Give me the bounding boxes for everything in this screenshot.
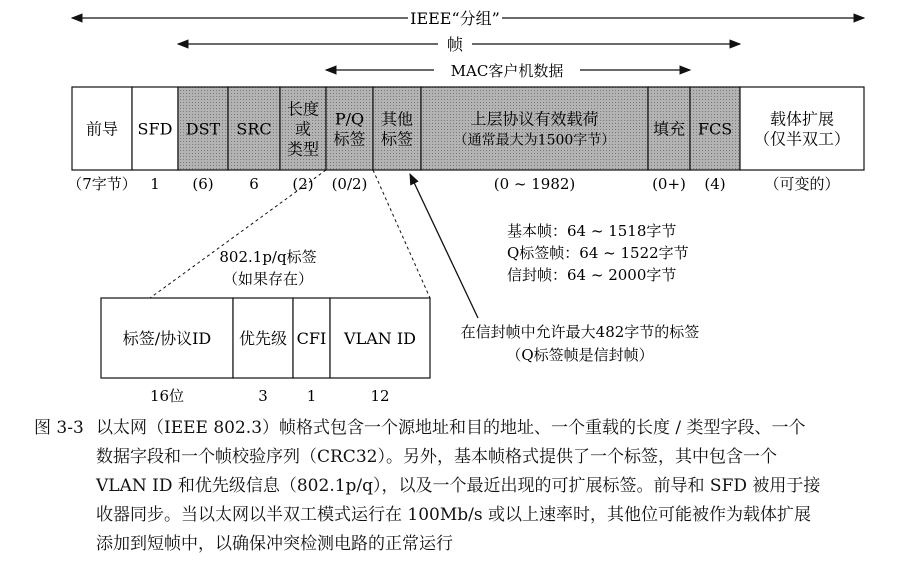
envelope-arrow bbox=[410, 174, 478, 318]
field-fcs-size: (4) bbox=[704, 175, 726, 193]
tag-field-vlan-id-size: 12 bbox=[370, 387, 390, 405]
caption-line: 添加到短帧中，以确保冲突检测电路的正常运行 bbox=[96, 534, 453, 554]
field-pq-tag bbox=[326, 87, 373, 170]
caption-line: 数据字段和一个帧校验序列（CRC32）。另外，基本帧格式提供了一个标签，其中包含一个 bbox=[96, 447, 777, 467]
field-dst-label: DST bbox=[185, 119, 221, 139]
field-other-tags-box bbox=[373, 87, 421, 170]
tag-field-tag-protocol-id bbox=[101, 298, 233, 405]
tag-field-tag-protocol-id-size: 16位 bbox=[149, 387, 185, 405]
field-fcs bbox=[690, 87, 740, 170]
field-length-type-label: 长度 bbox=[286, 99, 320, 119]
field-length-type bbox=[280, 87, 326, 170]
tag-field-priority-size: 3 bbox=[258, 387, 268, 405]
field-length-type-size: (2) bbox=[292, 175, 314, 193]
field-sfd bbox=[132, 87, 178, 170]
field-pq-tag-size: (0/2) bbox=[331, 175, 368, 193]
tag-field-cfi-label: CFI bbox=[296, 329, 327, 348]
field-preamble-label: 前导 bbox=[85, 119, 119, 139]
span-arrow-mac-client-data bbox=[326, 62, 690, 80]
frame-label: 帧 bbox=[446, 35, 464, 54]
tag-field-tag-protocol-id-label: 标签/协议ID bbox=[122, 329, 212, 348]
figure-caption-label: 图 3-3 bbox=[34, 418, 84, 438]
frame-size-q-tagged: Q标签帧：64 ~ 1522字节 bbox=[507, 244, 689, 262]
field-payload-size: (0 ~ 1982) bbox=[493, 175, 576, 193]
field-src-size: 6 bbox=[249, 175, 259, 193]
field-pad-label: 填充 bbox=[652, 119, 686, 139]
envelope-note-line2: （Q标签帧是信封帧） bbox=[506, 346, 654, 364]
field-payload-label: 上层协议有效载荷 bbox=[470, 109, 599, 129]
figure-caption bbox=[96, 414, 896, 559]
field-carrier-ext-label: （仅半双工） bbox=[753, 129, 851, 149]
field-src bbox=[228, 87, 280, 170]
field-preamble bbox=[72, 87, 132, 170]
field-other-tags bbox=[373, 87, 421, 170]
field-fcs-label: FCS bbox=[697, 119, 733, 139]
caption-line: 收器同步。当以太网以半双工模式运行在 100Mb/s 或以上速率时，其他位可能被作为载体扩展 bbox=[96, 505, 811, 525]
field-payload-box bbox=[421, 87, 648, 170]
caption-line: VLAN ID 和优先级信息（802.1p/q），以及一个最近出现的可扩展标签。前导和 SFD 被用于接 bbox=[96, 476, 821, 496]
frame-fields bbox=[72, 87, 864, 170]
mac-client-data-label: MAC客户机数据 bbox=[450, 62, 564, 80]
field-preamble-size: （7字节） bbox=[67, 175, 137, 193]
field-sfd-size: 1 bbox=[150, 175, 160, 193]
tag-field-vlan-id bbox=[330, 298, 430, 405]
ieee-packet-label: IEEE“分组” bbox=[410, 9, 500, 28]
caption-line: 以太网（IEEE 802.3）帧格式包含一个源地址和目的地址、一个重载的长度 / 类型字段、一个 bbox=[96, 418, 806, 438]
tag-callout-subtitle: （如果存在） bbox=[222, 270, 314, 288]
field-other-tags-label: 标签 bbox=[380, 129, 414, 149]
frame-size-envelope: 信封帧：64 ~ 2000字节 bbox=[507, 266, 677, 284]
field-pad-size: (0+) bbox=[652, 175, 686, 193]
field-pq-tag-label: 标签 bbox=[333, 129, 366, 149]
field-pq-tag-label: P/Q bbox=[334, 109, 365, 129]
field-payload bbox=[421, 87, 648, 170]
tag-callout-title: 802.1p/q标签 bbox=[219, 248, 317, 266]
tag-field-cfi-size: 1 bbox=[306, 387, 317, 405]
tag-field-priority-label: 优先级 bbox=[238, 329, 288, 348]
field-carrier-ext-size: （可变的） bbox=[764, 175, 840, 193]
envelope-note-line1: 在信封帧中允许最大482字节的标签 bbox=[460, 323, 700, 341]
field-other-tags-label: 其他 bbox=[380, 109, 414, 129]
span-arrow-frame bbox=[178, 35, 740, 54]
frame-size-basic: 基本帧：64 ~ 1518字节 bbox=[507, 222, 677, 240]
field-carrier-ext-label: 载体扩展 bbox=[769, 109, 835, 129]
field-carrier-ext bbox=[740, 87, 864, 170]
field-length-type-label: 类型 bbox=[286, 139, 320, 159]
tag-field-priority bbox=[233, 298, 293, 405]
frame-size-list bbox=[507, 222, 689, 284]
tag-field-vlan-id-label: VLAN ID bbox=[344, 329, 416, 348]
tag-field-cfi bbox=[293, 298, 330, 405]
field-sizes bbox=[67, 175, 839, 193]
field-src-label: SRC bbox=[236, 119, 272, 139]
span-arrow-ieee-packet bbox=[72, 9, 864, 28]
field-payload-label: （通常最大为1500字节） bbox=[453, 132, 616, 149]
expansion-line-right bbox=[373, 170, 430, 298]
field-dst bbox=[178, 87, 228, 170]
field-sfd-label: SFD bbox=[137, 119, 173, 139]
field-length-type-label: 或 bbox=[294, 119, 312, 139]
tag-detail-box bbox=[101, 298, 430, 405]
field-carrier-ext-box bbox=[740, 87, 864, 170]
field-dst-size: (6) bbox=[192, 175, 214, 193]
field-pad bbox=[648, 87, 690, 170]
field-pq-tag-box bbox=[326, 87, 373, 170]
